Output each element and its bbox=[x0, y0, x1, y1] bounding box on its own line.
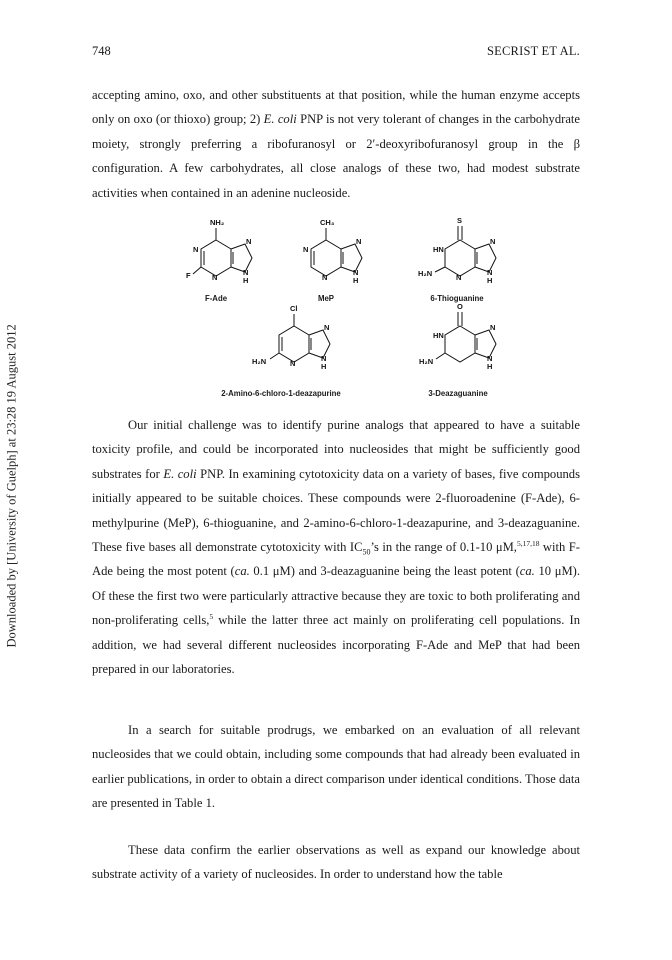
paragraph-3: In a search for suitable prodrugs, we embarked on an evaluation of all relevant nucleosides that we could obtain, including some compounds that had already been evaluated in earlier publications, in order to obtain a direct comparison under identical conditions. Those data are presented in Table 1. bbox=[92, 723, 580, 811]
paragraph-1 bbox=[92, 83, 580, 205]
atom-label: F bbox=[186, 271, 191, 280]
ecoli-italic: E. coli bbox=[163, 466, 197, 481]
paragraph-2-part: ’s in the range of 0.1-10 μM, bbox=[370, 540, 517, 555]
paragraph-2-part: PNP. In examining cytotoxicity data on a variety of bases, five compounds initially appeared to be suitable choices. These compounds were 2-fluoroadenine (F-Ade), 6-methylpurine (MeP), 6-thioguanine, and 2-amino-6-chloro-1-deazapurine, and 3-deazaguanine. These five bases all demonstrate cytotoxicity with IC bbox=[92, 466, 580, 555]
download-watermark: Downloaded by [University of Guelph] at 23:28 19 August 2012 bbox=[4, 324, 19, 648]
page-header bbox=[92, 44, 580, 62]
caption-2-amino-6-chloro-1-deazapurine: 2-Amino-6-chloro-1-deazapurine bbox=[221, 389, 341, 398]
atom-label: HN bbox=[433, 331, 444, 340]
atom-label: N bbox=[490, 323, 496, 332]
atom-label: N bbox=[303, 245, 309, 254]
paragraph-2-part: with F-Ade being the most potent ( bbox=[92, 540, 580, 579]
atom-label: N bbox=[212, 273, 218, 282]
atom-label: H bbox=[487, 362, 493, 371]
atom-label: H₂N bbox=[419, 357, 434, 366]
paragraph-2 bbox=[92, 413, 580, 681]
atom-label: CH₃ bbox=[320, 218, 335, 227]
caption-f-ade: F-Ade bbox=[204, 294, 228, 303]
atom-label: N bbox=[487, 354, 493, 363]
atom-label: H₂N bbox=[418, 269, 433, 278]
ic50-subscript: 50 bbox=[362, 547, 371, 557]
paragraph-2-part: 10 μM). Of these the first two were particularly attractive because they are toxic to both proliferating and non-proliferating cells, bbox=[92, 564, 580, 628]
paragraph-1-start: accepting amino, oxo, and other substituents at that position, while the human enzyme accepts only on oxo (or thioxo) group; 2) bbox=[92, 88, 580, 127]
atom-label: H bbox=[243, 276, 249, 285]
atom-label: H bbox=[353, 276, 359, 285]
page-number: 748 bbox=[92, 44, 111, 58]
atom-label: N bbox=[356, 237, 362, 246]
atom-label: N bbox=[324, 323, 330, 332]
atom-label: N bbox=[193, 245, 199, 254]
ecoli-italic: E. coli bbox=[263, 112, 297, 127]
structures-svg bbox=[92, 214, 580, 404]
running-head: SECRIST ET AL. bbox=[487, 44, 580, 58]
paragraph-2-part: Our initial challenge was to identify purine analogs that appeared to have a suitable toxicity profile, and could be incorporated into nucleosides that might be sufficiently good substrates for bbox=[92, 418, 580, 481]
atom-label: N bbox=[243, 268, 249, 277]
atom-label: N bbox=[487, 268, 493, 277]
chemical-structures-figure bbox=[92, 214, 580, 404]
paragraph-2-part: while the latter three act mainly on proliferating cell populations. In addition, we had several different nucleosides incorporating F-Ade and MeP that had been prepared in our laboratories. bbox=[92, 613, 580, 677]
caption-6-thioguanine: 6-Thioguanine bbox=[430, 294, 484, 303]
paragraph-1-rest: PNP is not very tolerant of changes in the carbohydrate moiety, strongly preferring a ribofuranosyl or 2′-deoxyribofuranosyl group in the β configuration. A few carbohydrates, all close analogs of these two, had modest substrate activities when contained in an adenine nucleoside. bbox=[92, 112, 580, 200]
ca-italic: ca. bbox=[519, 564, 535, 579]
caption-mep: MeP bbox=[317, 294, 335, 303]
atom-label: S bbox=[457, 216, 463, 225]
paragraph-4: These data confirm the earlier observations as well as expand our knowledge about substrate activity of a variety of nucleosides. In order to understand how the table bbox=[92, 843, 580, 882]
atom-label: N bbox=[456, 273, 462, 282]
atom-label: N bbox=[321, 354, 327, 363]
atom-label: N bbox=[246, 237, 252, 246]
atom-label: NH₂ bbox=[210, 218, 225, 227]
atom-label: N bbox=[490, 237, 496, 246]
atom-label: O bbox=[457, 302, 463, 311]
caption-3-deazaguanine: 3-Deazaguanine bbox=[428, 389, 488, 398]
atom-label: H bbox=[321, 362, 327, 371]
atom-label: N bbox=[322, 273, 328, 282]
ca-italic: ca. bbox=[234, 564, 250, 579]
reference-superscript: 5 bbox=[209, 612, 214, 622]
atom-label: N bbox=[290, 359, 296, 368]
reference-superscript: 5,17,18 bbox=[516, 538, 540, 548]
atom-label: N bbox=[353, 268, 359, 277]
atom-label: Cl bbox=[290, 304, 298, 313]
atom-label: H bbox=[487, 276, 493, 285]
atom-label: H₂N bbox=[252, 357, 267, 366]
paragraph-2-part: 0.1 μM) and 3-deazaguanine being the least potent ( bbox=[249, 564, 520, 579]
atom-label: HN bbox=[433, 245, 444, 254]
